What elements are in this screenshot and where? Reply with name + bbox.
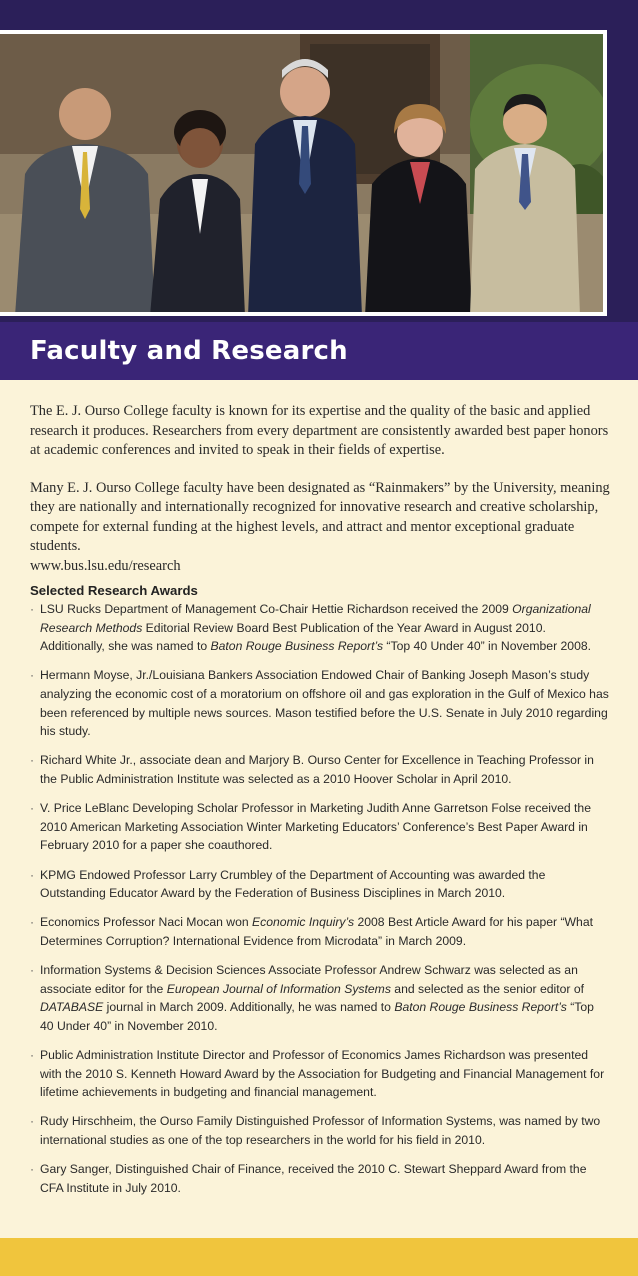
award-item: · Rudy Hirschheim, the Ourso Family Distinguished Professor of Information Systems, was named by two international studies as one of the top researchers in the world for his field in 2010. <box>30 1112 610 1149</box>
award-item: · LSU Rucks Department of Management Co-Chair Hettie Richardson received the 2009 Organizational Research Methods Editorial Review Board Best Publication of the Year Award in August 2010. Additionally, she was named to Baton Rouge Business Report’s “Top 40 Under 40” in November 2008. <box>30 600 610 656</box>
award-item: · Hermann Moyse, Jr./Louisiana Bankers Association Endowed Chair of Banking Joseph Mason’s study analyzing the economic cost of a moratorium on offshore oil and gas exploration in the Gulf of Mexico has been referenced by multiple news sources. Mason testified before the U.S. Senate in July 2010 regarding his study. <box>30 666 610 740</box>
awards-list <box>30 600 610 1208</box>
award-item: · Gary Sanger, Distinguished Chair of Finance, received the 2010 C. Stewart Sheppard Award from the CFA Institute in July 2010. <box>30 1160 610 1197</box>
award-item: · Richard White Jr., associate dean and Marjory B. Ourso Center for Excellence in Teaching Professor in the Public Administration Institute was selected as a 2010 Hoover Scholar in April 2010. <box>30 751 610 788</box>
faculty-group-photo <box>0 30 607 316</box>
intro-paragraph <box>30 479 610 577</box>
award-item: · Public Administration Institute Director and Professor of Economics James Richardson was presented with the 2010 S. Kenneth Howard Award by the Association for Budgeting and Financial Management for lifetime achievements in budgeting and financial management. <box>30 1046 610 1102</box>
award-item: · V. Price LeBlanc Developing Scholar Professor in Marketing Judith Anne Garretson Folse received the 2010 American Marketing Association Winter Marketing Educators’ Conference’s Best Paper Award in February 2010 for a paper she coauthored. <box>30 799 610 855</box>
intro-paragraph: The E. J. Ourso College faculty is known for its expertise and the quality of the basic and applied research it produces. Researchers from every department are consistently awarded best paper honors at academic conferences and invited to speak in their fields of expertise. <box>30 403 609 458</box>
research-url: www.bus.lsu.edu/research <box>30 557 181 574</box>
award-item: · KPMG Endowed Professor Larry Crumbley of the Department of Accounting was awarded the Outstanding Educator Award by the Federation of Business Disciplines in March 2010. <box>30 866 610 903</box>
award-item: · Information Systems & Decision Sciences Associate Professor Andrew Schwarz was selected as an associate editor for the European Journal of Information Systems and selected as the senior editor of DATABASE journal in March 2009. Additionally, he was named to Baton Rouge Business Report’s “Top 40 Under 40” in November 2010. <box>30 961 610 1035</box>
award-item: · Economics Professor Naci Mocan won Economic Inquiry’s 2008 Best Article Award for his paper “What Determines Corruption? International Evidence from Microdata” in March 2009. <box>30 913 610 950</box>
intro-paragraph-text: Many E. J. Ourso College faculty have been designated as “Rainmakers” by the University, meaning they are nationally and internationally recognized for innovative research and creative scholarship, compete for external funding at the highest levels, and attract and mentor exceptional graduate students. <box>30 479 610 554</box>
page-title: Faculty and Research <box>30 336 348 366</box>
footer-band <box>0 1238 638 1276</box>
intro-text <box>30 402 610 576</box>
awards-heading: Selected Research Awards <box>30 583 198 598</box>
